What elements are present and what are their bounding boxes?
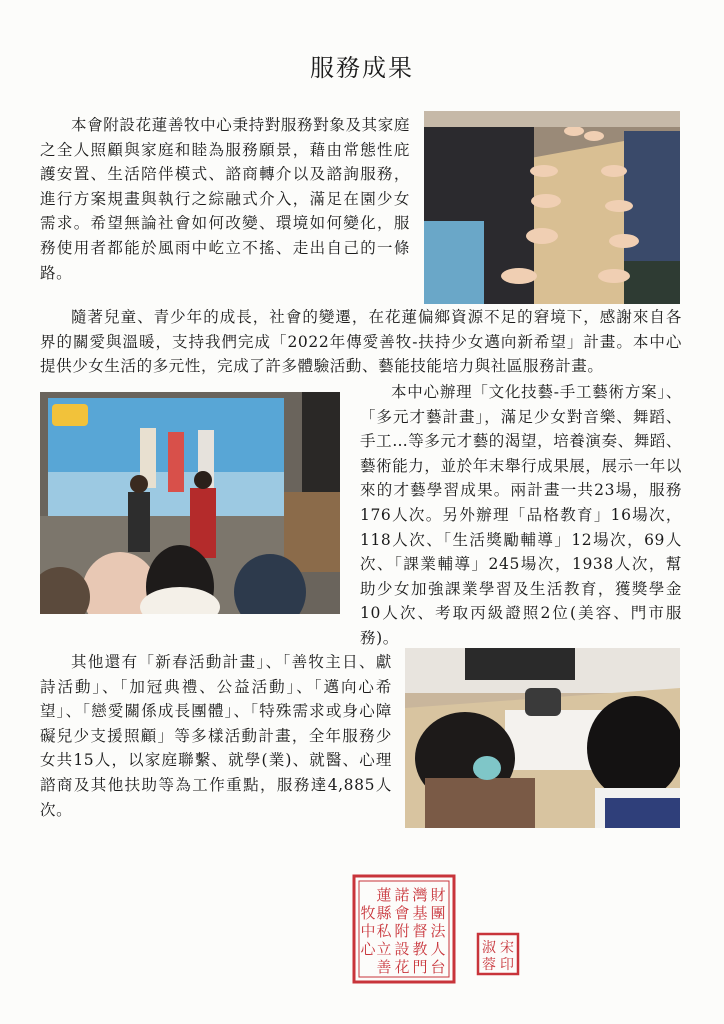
svg-text:花: 花 xyxy=(394,958,410,976)
svg-text:督: 督 xyxy=(412,922,428,940)
svg-text:基: 基 xyxy=(412,904,428,922)
svg-text:會: 會 xyxy=(394,904,410,922)
svg-text:教: 教 xyxy=(412,940,428,958)
growth-paragraph: 隨著兒童、青少年的成長，社會的變遷，在花蓮偏鄉資源不足的窘境下，感謝來自各界的關愛與溫暖，支持我們完成「2022年傳愛善牧-扶持少女邁向新希望」計畫。本中心提供少女生活的多元性，完成了許多體驗活動、藝能技能培力與社區服務計畫。 xyxy=(40,308,682,376)
svg-text:牧: 牧 xyxy=(360,904,376,922)
svg-text:附: 附 xyxy=(394,922,410,940)
other-activities-paragraph: 其他還有「新春活動計畫」、「善牧主日、獻詩活動」、「加冠典禮、公益活動」、「邁向心希望」、「戀愛關係成長團體」、「特殊需求或身心障礙兒少支援照顧」等多樣活動計畫，全年服務少女共15人，以家庭聯繫、就學(業)、就醫、心理諮商及其他扶助等為工作重點，服務達4,885人次。 xyxy=(40,653,392,819)
svg-text:印: 印 xyxy=(500,957,514,973)
svg-text:諾: 諾 xyxy=(394,886,410,904)
svg-text:私: 私 xyxy=(376,922,392,940)
svg-text:法: 法 xyxy=(430,922,446,940)
svg-text:灣: 灣 xyxy=(412,886,428,904)
svg-text:宋: 宋 xyxy=(500,940,514,956)
organization-seal xyxy=(352,874,456,984)
svg-text:立: 立 xyxy=(376,940,392,958)
svg-text:淑: 淑 xyxy=(482,940,496,956)
photo-studying-desk xyxy=(405,648,680,828)
svg-text:團: 團 xyxy=(430,904,446,922)
svg-text:縣: 縣 xyxy=(376,904,392,922)
svg-text:財: 財 xyxy=(430,886,446,904)
svg-text:台: 台 xyxy=(430,958,446,976)
svg-text:蓉: 蓉 xyxy=(482,957,496,973)
photo-dance-performance xyxy=(40,392,340,614)
svg-text:設: 設 xyxy=(394,940,410,958)
svg-text:心: 心 xyxy=(360,940,376,958)
svg-text:善: 善 xyxy=(376,958,392,976)
page-title: 服務成果 xyxy=(310,54,414,82)
svg-text:中: 中 xyxy=(360,922,376,940)
arts-program-paragraph: 本中心辦理「文化技藝-手工藝術方案」、「多元才藝計畫」，滿足少女對音樂、舞蹈、手工…等多元才藝的渴望，培養演奏、舞蹈、藝術能力，並於年末舉行成果展，展示一年以來的才藝學習成果。兩計畫一共23場，服務176人次。另外辦理「品格教育」16場次，118人次、「生活獎勵輔導」12場次，69人次、「課業輔導」245場次，1938人次，幫助少女加強課業學習及生活教育，獲獎學金10人次、考取丙級證照2位(美容、門市服務)。 xyxy=(360,383,683,647)
svg-text:蓮: 蓮 xyxy=(376,886,392,904)
photo-hands-on-table xyxy=(424,111,680,304)
svg-text:門: 門 xyxy=(412,958,428,976)
personal-seal xyxy=(476,932,520,976)
intro-paragraph: 本會附設花蓮善牧中心秉持對服務對象及其家庭之全人照顧與家庭和睦為服務願景，藉由常態性庇護安置、生活陪伴模式、諮商轉介以及諮詢服務，進行方案規畫與執行之綜融式介入，滿足在園少女需求。希望無論社會如何改變、環境如何變化，服務使用者都能於風雨中屹立不搖、走出自己的一條路。 xyxy=(40,116,410,282)
svg-text:人: 人 xyxy=(430,940,446,958)
